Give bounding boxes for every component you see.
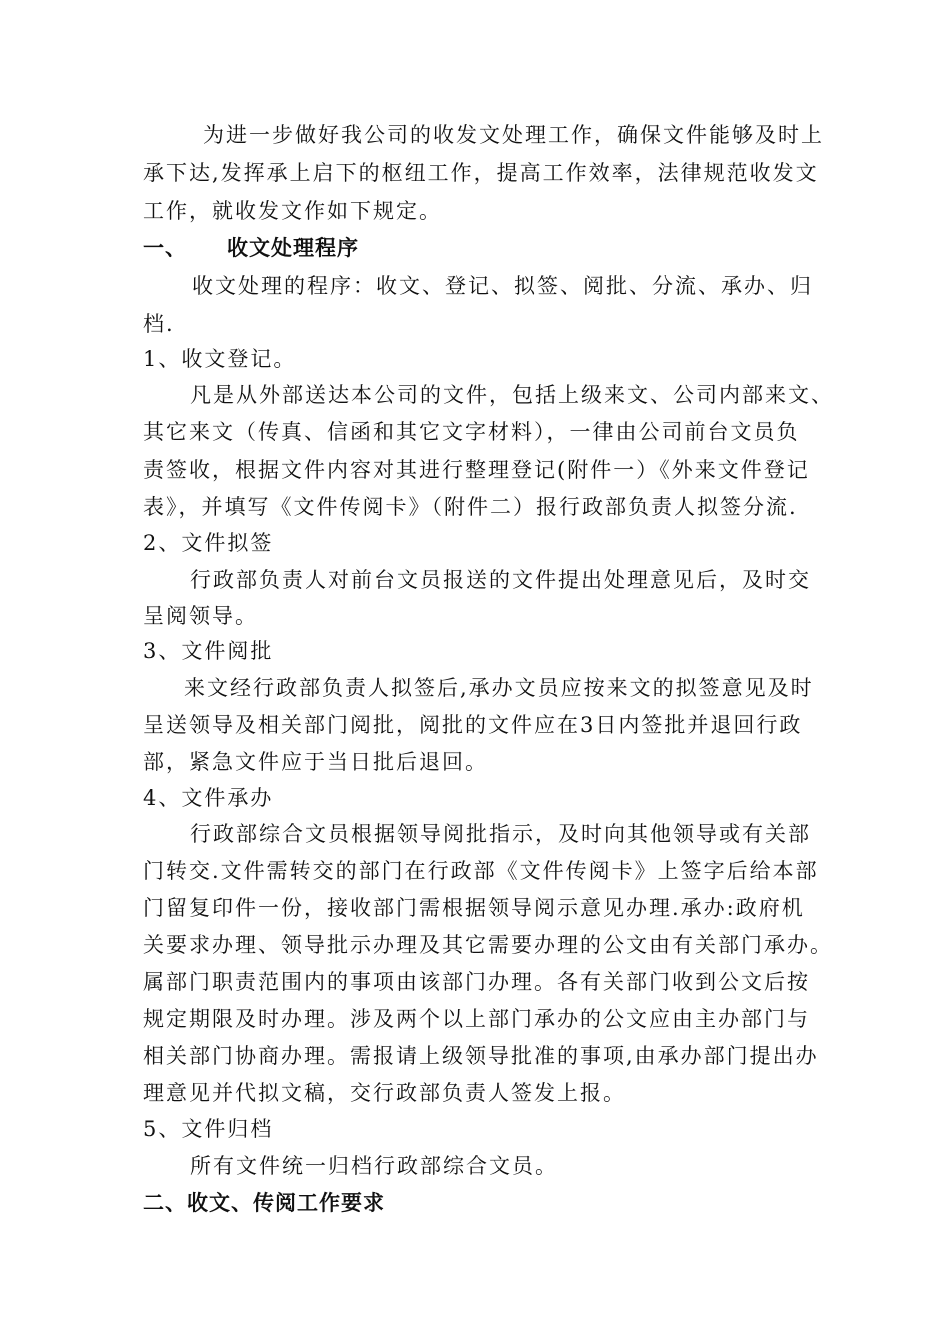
subheading-3: 3、文件阅批 (143, 639, 274, 663)
handling-line-4: 关要求办理、领导批示办理及其它需要办理的公文由有关部门承办。 (143, 933, 833, 957)
handling-line-6: 规定期限及时办理。涉及两个以上部门承办的公文应由主办部门与 (143, 1007, 810, 1031)
handling-line-2: 门转交.文件需转交的部门在行政部《文件传阅卡》上签字后给本部 (143, 859, 819, 883)
procedure-line-2: 档. (143, 312, 175, 336)
handling-line-1: 行政部综合文员根据领导阅批指示，及时向其他领导或有关部 (190, 822, 811, 846)
registration-line-4: 表》，并填写《文件传阅卡》（附件二）报行政部负责人拟签分流. (143, 495, 798, 519)
handling-line-3: 门留复印件一份，接收部门需根据领导阅示意见办理.承办:政府机 (143, 896, 805, 920)
intro-line-3: 工作，就收发文作如下规定。 (143, 199, 442, 223)
section-heading-1 (143, 234, 359, 262)
registration-line-2: 其它来文（传真、信函和其它文字材料），一律由公司前台文员负 (143, 420, 800, 444)
handling-line-5: 属部门职责范围内的事项由该部门办理。各有关部门收到公文后按 (143, 970, 810, 994)
procedure-line-1: 收文处理的程序：收文、登记、拟签、阅批、分流、承办、归 (192, 274, 813, 298)
section-heading-2: 二、收文、传阅工作要求 (143, 1191, 385, 1215)
intro-line-1: 为进一步做好我公司的收发文处理工作，确保文件能够及时上 (203, 123, 824, 147)
registration-line-1: 凡是从外部送达本公司的文件，包括上级来文、公司内部来文、 (190, 383, 834, 407)
review-line-1: 来文经行政部负责人拟签后,承办文员应按来文的拟签意见及时 (184, 676, 814, 700)
intro-line-2: 承下达,发挥承上启下的枢纽工作，提高工作效率，法律规范收发文 (143, 161, 819, 185)
drafting-line-1: 行政部负责人对前台文员报送的文件提出处理意见后，及时交 (190, 568, 811, 592)
archiving-line-1: 所有文件统一归档行政部综合文员。 (190, 1154, 558, 1178)
drafting-line-2: 呈阅领导。 (143, 604, 258, 628)
review-line-3: 部，紧急文件应于当日批后退回。 (143, 750, 488, 774)
section-heading-1-number: 一、 (143, 236, 187, 260)
section-heading-1-text: 收文处理程序 (227, 236, 359, 260)
handling-line-7: 相关部门协商办理。需报请上级领导批准的事项,由承办部门提出办 (143, 1044, 819, 1068)
registration-line-3: 责签收，根据文件内容对其进行整理登记(附件一）《外来文件登记 (143, 458, 810, 482)
subheading-4: 4、文件承办 (143, 786, 274, 810)
subheading-1: 1、收文登记。 (143, 347, 297, 371)
subheading-5: 5、文件归档 (143, 1117, 274, 1141)
handling-line-8: 理意见并代拟文稿，交行政部负责人签发上报。 (143, 1081, 626, 1105)
review-line-2: 呈送领导及相关部门阅批，阅批的文件应在3日内签批并退回行政 (143, 713, 803, 737)
subheading-2: 2、文件拟签 (143, 531, 274, 555)
